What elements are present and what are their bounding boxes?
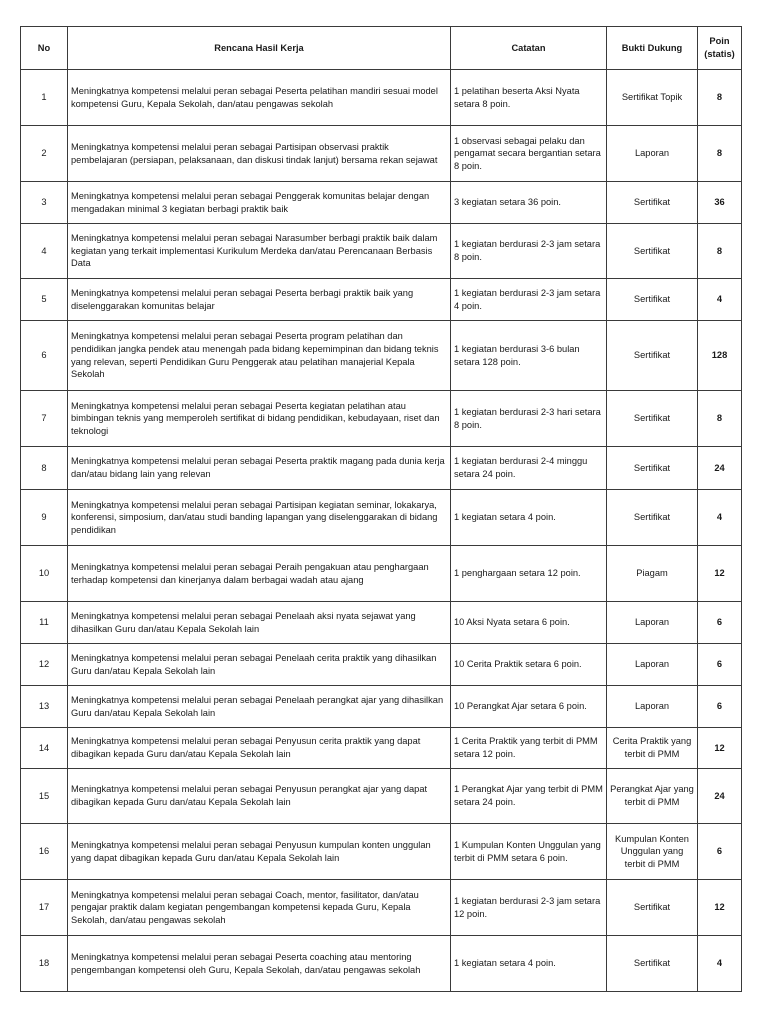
table-row [21, 880, 742, 936]
cell-rencana-hasil-kerja: Meningkatnya kompetensi melalui peran sebagai Penelaah perangkat ajar yang dihasilkan Guru dan/atau Kepala Sekolah lain [68, 686, 451, 728]
cell-rencana-hasil-kerja: Meningkatnya kompetensi melalui peran sebagai Peserta coaching atau mentoring pengembangan kompetensi oleh Guru, Kepala Sekolah, dan/atau pengawas sekolah [68, 936, 451, 992]
table-row [21, 936, 742, 992]
cell-no: 3 [21, 182, 68, 224]
cell-catatan: 1 observasi sebagai pelaku dan pengamat secara bergantian setara 8 poin. [451, 126, 607, 182]
cell-bukti-dukung: Sertifikat [607, 224, 698, 279]
table-row [21, 602, 742, 644]
cell-catatan: 1 penghargaan setara 12 poin. [451, 546, 607, 602]
header-catatan: Catatan [451, 27, 607, 70]
cell-no: 9 [21, 490, 68, 546]
cell-no: 8 [21, 447, 68, 490]
table-row [21, 70, 742, 126]
cell-no: 7 [21, 391, 68, 447]
cell-catatan: 1 kegiatan setara 4 poin. [451, 490, 607, 546]
cell-no: 10 [21, 546, 68, 602]
cell-poin: 8 [698, 224, 742, 279]
cell-bukti-dukung: Sertifikat [607, 447, 698, 490]
cell-bukti-dukung: Sertifikat [607, 279, 698, 321]
cell-poin: 6 [698, 686, 742, 728]
cell-no: 11 [21, 602, 68, 644]
cell-rencana-hasil-kerja: Meningkatnya kompetensi melalui peran sebagai Peserta berbagi praktik baik yang diselenggarakan komunitas belajar [68, 279, 451, 321]
cell-bukti-dukung: Sertifikat Topik [607, 70, 698, 126]
table-row [21, 321, 742, 391]
table-row [21, 769, 742, 824]
cell-catatan: 1 Kumpulan Konten Unggulan yang terbit di PMM setara 6 poin. [451, 824, 607, 880]
cell-rencana-hasil-kerja: Meningkatnya kompetensi melalui peran sebagai Partisipan kegiatan seminar, lokakarya, konferensi, simposium, dan/atau studi banding lapangan yang diselenggarakan di bidang pendidikan [68, 490, 451, 546]
cell-bukti-dukung: Sertifikat [607, 182, 698, 224]
cell-poin: 4 [698, 936, 742, 992]
cell-poin: 36 [698, 182, 742, 224]
cell-bukti-dukung: Piagam [607, 546, 698, 602]
cell-rencana-hasil-kerja: Meningkatnya kompetensi melalui peran sebagai Peserta program pelatihan dan pendidikan jangka pendek atau menengah pada bidang kepemimpinan dan bidang teknis yang relevan, seperti Pendidikan Guru Penggerak atau pelatihan manajerial Kepala Sekolah [68, 321, 451, 391]
cell-catatan: 1 Perangkat Ajar yang terbit di PMM setara 24 poin. [451, 769, 607, 824]
header-no: No [21, 27, 68, 70]
cell-catatan: 1 kegiatan berdurasi 2-4 minggu setara 24 poin. [451, 447, 607, 490]
table-row [21, 447, 742, 490]
cell-poin: 8 [698, 126, 742, 182]
cell-catatan: 1 kegiatan berdurasi 2-3 hari setara 8 poin. [451, 391, 607, 447]
cell-bukti-dukung: Cerita Praktik yang terbit di PMM [607, 728, 698, 769]
cell-bukti-dukung: Laporan [607, 644, 698, 686]
table-row [21, 686, 742, 728]
table-body [21, 70, 742, 992]
cell-no: 6 [21, 321, 68, 391]
cell-catatan: 1 kegiatan setara 4 poin. [451, 936, 607, 992]
table-row [21, 279, 742, 321]
cell-bukti-dukung: Sertifikat [607, 880, 698, 936]
cell-rencana-hasil-kerja: Meningkatnya kompetensi melalui peran sebagai Peraih pengakuan atau penghargaan terhadap kompetensi dan kinerjanya dalam berbagai wadah atau ajang [68, 546, 451, 602]
cell-no: 4 [21, 224, 68, 279]
cell-catatan: 10 Perangkat Ajar setara 6 poin. [451, 686, 607, 728]
cell-poin: 8 [698, 391, 742, 447]
cell-no: 12 [21, 644, 68, 686]
cell-no: 16 [21, 824, 68, 880]
cell-rencana-hasil-kerja: Meningkatnya kompetensi melalui peran sebagai Penyusun kumpulan konten unggulan yang dapat dibagikan kepada Guru dan/atau Kepala Sekolah lain [68, 824, 451, 880]
cell-rencana-hasil-kerja: Meningkatnya kompetensi melalui peran sebagai Narasumber berbagi praktik baik dalam kegiatan yang terkait implementasi Kurikulum Merdeka dan/atau Perencanaan Berbasis Data [68, 224, 451, 279]
cell-no: 13 [21, 686, 68, 728]
cell-no: 2 [21, 126, 68, 182]
table-row [21, 824, 742, 880]
cell-catatan: 10 Cerita Praktik setara 6 poin. [451, 644, 607, 686]
table-row [21, 182, 742, 224]
table-row [21, 126, 742, 182]
cell-poin: 12 [698, 546, 742, 602]
cell-bukti-dukung: Sertifikat [607, 936, 698, 992]
cell-bukti-dukung: Sertifikat [607, 391, 698, 447]
cell-catatan: 1 pelatihan beserta Aksi Nyata setara 8 poin. [451, 70, 607, 126]
cell-rencana-hasil-kerja: Meningkatnya kompetensi melalui peran sebagai Coach, mentor, fasilitator, dan/atau pengajar praktik dalam kegiatan pengembangan kompetensi kepada Guru, Kepala Sekolah, dan/atau pengawas sekolah [68, 880, 451, 936]
table-header-row [21, 27, 742, 70]
cell-poin: 4 [698, 279, 742, 321]
table-row [21, 391, 742, 447]
table-row [21, 728, 742, 769]
cell-poin: 4 [698, 490, 742, 546]
cell-bukti-dukung: Perangkat Ajar yang terbit di PMM [607, 769, 698, 824]
cell-poin: 6 [698, 824, 742, 880]
table-row [21, 546, 742, 602]
cell-catatan: 1 kegiatan berdurasi 3-6 bulan setara 128 poin. [451, 321, 607, 391]
cell-catatan: 3 kegiatan setara 36 poin. [451, 182, 607, 224]
cell-bukti-dukung: Sertifikat [607, 321, 698, 391]
rhk-table [20, 26, 742, 992]
table-row [21, 224, 742, 279]
cell-no: 5 [21, 279, 68, 321]
cell-no: 15 [21, 769, 68, 824]
cell-catatan: 1 kegiatan berdurasi 2-3 jam setara 4 poin. [451, 279, 607, 321]
cell-no: 14 [21, 728, 68, 769]
cell-rencana-hasil-kerja: Meningkatnya kompetensi melalui peran sebagai Partisipan observasi praktik pembelajaran (persiapan, pelaksanaan, dan diskusi tindak lanjut) bersama rekan sejawat [68, 126, 451, 182]
header-rencana-hasil-kerja: Rencana Hasil Kerja [68, 27, 451, 70]
table-row [21, 644, 742, 686]
cell-rencana-hasil-kerja: Meningkatnya kompetensi melalui peran sebagai Peserta pelatihan mandiri sesuai model kompetensi Guru, Kepala Sekolah, dan/atau pengawas sekolah [68, 70, 451, 126]
cell-no: 1 [21, 70, 68, 126]
cell-rencana-hasil-kerja: Meningkatnya kompetensi melalui peran sebagai Penyusun cerita praktik yang dapat dibagikan kepada Guru dan/atau Kepala Sekolah lain [68, 728, 451, 769]
cell-catatan: 10 Aksi Nyata setara 6 poin. [451, 602, 607, 644]
cell-no: 18 [21, 936, 68, 992]
cell-no: 17 [21, 880, 68, 936]
cell-rencana-hasil-kerja: Meningkatnya kompetensi melalui peran sebagai Penggerak komunitas belajar dengan mengadakan minimal 3 kegiatan berbagi praktik baik [68, 182, 451, 224]
cell-bukti-dukung: Laporan [607, 602, 698, 644]
cell-rencana-hasil-kerja: Meningkatnya kompetensi melalui peran sebagai Penelaah aksi nyata sejawat yang dihasilkan Guru dan/atau Kepala Sekolah lain [68, 602, 451, 644]
cell-poin: 24 [698, 769, 742, 824]
cell-catatan: 1 kegiatan berdurasi 2-3 jam setara 12 poin. [451, 880, 607, 936]
cell-bukti-dukung: Laporan [607, 686, 698, 728]
cell-poin: 8 [698, 70, 742, 126]
header-poin-sublabel: (statis) [704, 49, 735, 59]
cell-rencana-hasil-kerja: Meningkatnya kompetensi melalui peran sebagai Penyusun perangkat ajar yang dapat dibagikan kepada Guru dan/atau Kepala Sekolah lain [68, 769, 451, 824]
header-bukti-dukung: Bukti Dukung [607, 27, 698, 70]
cell-poin: 12 [698, 880, 742, 936]
cell-poin: 6 [698, 644, 742, 686]
cell-bukti-dukung: Sertifikat [607, 490, 698, 546]
cell-rencana-hasil-kerja: Meningkatnya kompetensi melalui peran sebagai Peserta kegiatan pelatihan atau bimbingan teknis yang memperoleh sertifikat di bidang pendidikan, kebudayaan, riset dan teknologi [68, 391, 451, 447]
table-row [21, 490, 742, 546]
cell-rencana-hasil-kerja: Meningkatnya kompetensi melalui peran sebagai Penelaah cerita praktik yang dihasilkan Guru dan/atau Kepala Sekolah lain [68, 644, 451, 686]
header-poin [698, 27, 742, 70]
cell-poin: 24 [698, 447, 742, 490]
cell-catatan: 1 kegiatan berdurasi 2-3 jam setara 8 poin. [451, 224, 607, 279]
cell-poin: 128 [698, 321, 742, 391]
cell-catatan: 1 Cerita Praktik yang terbit di PMM setara 12 poin. [451, 728, 607, 769]
cell-poin: 12 [698, 728, 742, 769]
cell-poin: 6 [698, 602, 742, 644]
cell-bukti-dukung: Laporan [607, 126, 698, 182]
header-poin-label: Poin [709, 36, 730, 47]
cell-bukti-dukung: Kumpulan Konten Unggulan yang terbit di PMM [607, 824, 698, 880]
cell-rencana-hasil-kerja: Meningkatnya kompetensi melalui peran sebagai Peserta praktik magang pada dunia kerja dan/atau bidang lain yang relevan [68, 447, 451, 490]
